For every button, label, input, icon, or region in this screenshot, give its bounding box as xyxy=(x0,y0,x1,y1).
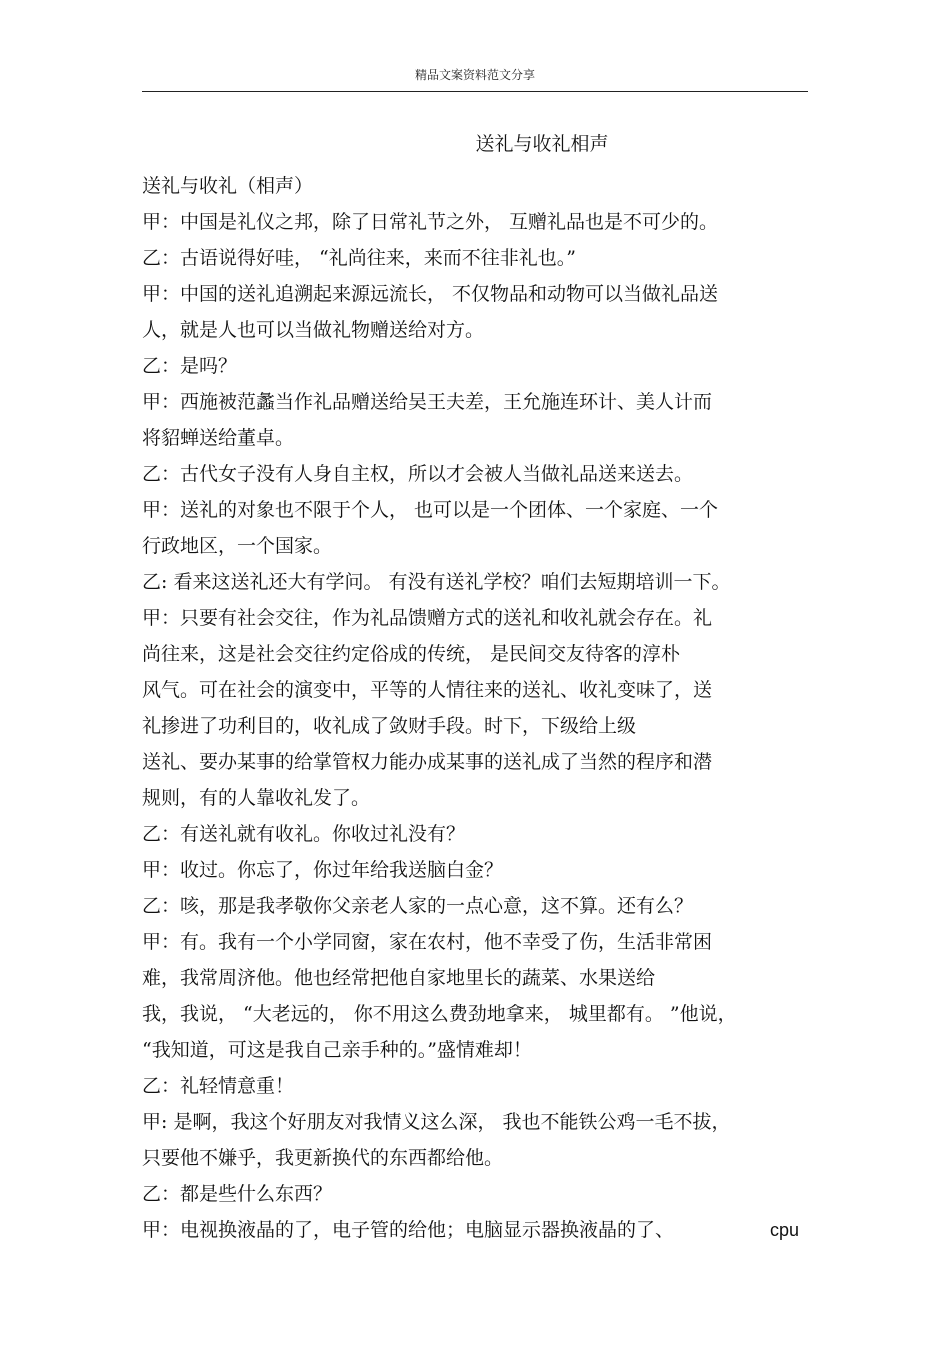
text-line: 甲：收过。你忘了，你过年给我送脑白金？ xyxy=(142,859,504,881)
document-title: 送礼与收礼相声 xyxy=(475,133,609,155)
text-line: 甲：中国是礼仪之邦，除了日常礼节之外， 互赠礼品也是不可少的。 xyxy=(142,211,719,233)
page-header: 精品文案资料范文分享 xyxy=(414,68,535,82)
text-line: 乙：是吗？ xyxy=(142,355,238,377)
text-line: 甲：西施被范蠡当作礼品赠送给吴王夫差，王允施连环计、美人计而 xyxy=(142,391,713,413)
text-line: 乙：礼轻情意重！ xyxy=(142,1075,295,1097)
text-line: 送礼、要办某事的给掌管权力能办成某事的送礼成了当然的程序和潜 xyxy=(142,751,713,773)
text-line: 规则，有的人靠收礼发了。 xyxy=(142,787,371,809)
text-line: 乙：咳，那是我孝敬你父亲老人家的一点心意，这不算。还有么？ xyxy=(142,895,694,917)
text-line: 乙：都是些什么东西？ xyxy=(142,1183,333,1205)
text-line: 难，我常周济他。他也经常把他自家地里长的蔬菜、水果送给 xyxy=(142,967,656,989)
line-trailing-text: cpu xyxy=(770,1220,800,1240)
text-line: 尚往来，这是社会交往约定俗成的传统， 是民间交友待客的淳朴 xyxy=(142,643,681,665)
text-line: 乙: 看来这送礼还大有学问。 有没有送礼学校？咱们去短期培训一下。 xyxy=(142,571,731,593)
text-line: 甲：有。我有一个小学同窗，家在农村，他不幸受了伤，生活非常困 xyxy=(142,931,713,953)
document-body xyxy=(142,168,822,1248)
text-line: 甲：电视换液晶的了，电子管的给他；电脑显示器换液晶的了、 cpu xyxy=(142,1212,822,1248)
text-line: 风气。可在社会的演变中，平等的人情往来的送礼、收礼变味了，送 xyxy=(142,679,713,701)
text-line: 行政地区，一个国家。 xyxy=(142,535,333,557)
text-line: 将貂蝉送给董卓。 xyxy=(142,427,295,449)
text-line: 我，我说， “大老远的， 你不用这么费劲地拿来， 城里都有。 ”他说， xyxy=(142,1003,737,1025)
text-line: 人，就是人也可以当做礼物赠送给对方。 xyxy=(142,319,485,341)
text-line: 甲：中国的送礼追溯起来源远流长， 不仅物品和动物可以当做礼品送 xyxy=(142,283,719,305)
text-line: 只要他不嫌乎，我更新换代的东西都给他。 xyxy=(142,1147,504,1169)
text-line: 甲：只要有社会交往，作为礼品馈赠方式的送礼和收礼就会存在。礼 xyxy=(142,607,713,629)
text-line: 甲：送礼的对象也不限于个人， 也可以是一个团体、一个家庭、一个 xyxy=(142,499,719,521)
text-line: 乙：古语说得好哇， “礼尚往来，来而不往非礼也。” xyxy=(142,247,576,269)
text-line: 礼掺进了功利目的，收礼成了敛财手段。时下，下级给上级 xyxy=(142,715,637,737)
text-line: 乙：古代女子没有人身自主权，所以才会被人当做礼品送来送去。 xyxy=(142,463,694,485)
header-rule xyxy=(142,91,808,92)
text-line: 乙：有送礼就有收礼。你收过礼没有？ xyxy=(142,823,466,845)
text-line: 甲: 是啊，我这个好朋友对我情义这么深， 我也不能铁公鸡一毛不拔， xyxy=(142,1111,731,1133)
text-line: “我知道，可这是我自己亲手种的。”盛情难却！ xyxy=(142,1039,532,1061)
text-line: 送礼与收礼（相声） xyxy=(142,175,314,197)
